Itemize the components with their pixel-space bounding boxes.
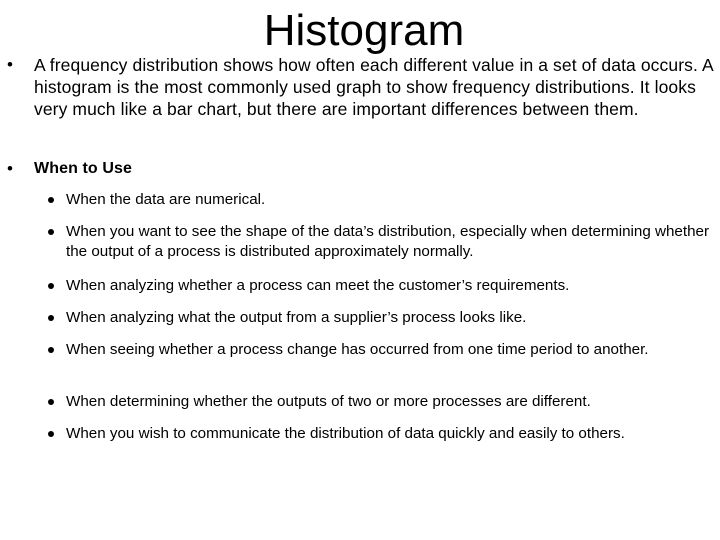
bullet-dot-icon [48,197,54,203]
list-item-text: When the data are numerical. [66,191,266,208]
list-item-text: When determining whether the outputs of two or more processes are different. [66,393,591,410]
bullet-icon: • [7,159,13,178]
bullet-dot-icon [48,283,54,289]
bullet-icon: • [7,55,13,74]
list-item-text: When you wish to communicate the distribution of data quickly and easily to others. [66,425,625,442]
list-item-text: When you want to see the shape of the data’s distribution, especially when determining whether the output of a process is distributed approximately normally. [66,223,710,260]
definition-text: A frequency distribution shows how often each different value in a set of data occurs. A histogram is the most commonly used graph to show frequency distributions. It looks very much like a bar chart, but there are important differences between them. [34,55,713,119]
bullet-dot-icon [48,229,54,235]
when-to-use-heading: When to Use [34,160,132,177]
list-item-text: When analyzing what the output from a supplier’s process looks like. [66,309,527,326]
list-item-text: When analyzing whether a process can meet the customer’s requirements. [66,277,570,294]
bullet-dot-icon [48,315,54,321]
slide-title: Histogram [263,6,465,55]
bullet-dot-icon [48,399,54,405]
bullet-dot-icon [48,347,54,353]
bullet-dot-icon [48,431,54,437]
list-item-text: When seeing whether a process change has occurred from one time period to another. [66,341,649,358]
